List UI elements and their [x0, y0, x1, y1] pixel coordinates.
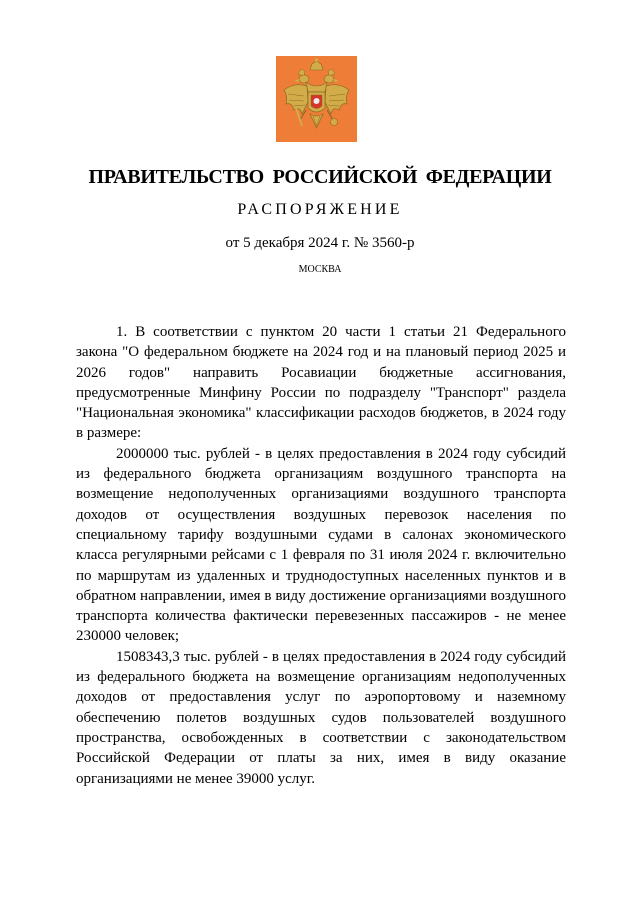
government-title: ПРАВИТЕЛЬСТВО РОССИЙСКОЙ ФЕДЕРАЦИИ	[88, 166, 552, 188]
document-type: РАСПОРЯЖЕНИЕ	[237, 201, 403, 218]
paragraph-2: 2000000 тыс. рублей - в целях предоставления в 2024 году субсидий из федерального бюджета организациям воздушного транспорта на возмещение недополученных организациями воздушного транспорта доходов от осуществления воздушных перевозок населения по специальному тарифу воздушными судами в салонах экономического класса регулярными рейсами с 1 февраля по 31 июля 2024 г. включительно по маршрутам из удаленных и труднодоступных населенных пунктов и в обратном направлении, имея в виду достижение организациями воздушного транспорта количества фактически перевезенных пассажиров - не менее 230000 человек;	[76, 445, 566, 645]
coat-of-arms-icon	[276, 56, 357, 142]
paragraph-1: 1. В соответствии с пунктом 20 части 1 статьи 21 Федерального закона "О федеральном бюджете на 2024 год и на плановый период 2025 и 2026 годов" направить Росавиации бюджетные ассигнования, предусмотренные Минфину России по подразделу "Транспорт" раздела "Национальная экономика" классификации расходов бюджетов, в 2024 году в размере:	[76, 324, 566, 442]
paragraph-3: 1508343,3 тыс. рублей - в целях предоставления в 2024 году субсидий из федерального бюджета на возмещение организациям недополученных доходов от предоставления услуг по аэропортовому и наземному обеспечению полетов воздушных судов пользователей воздушного пространства, освобожденных в соответствии с законодательством Российской Федерации от платы за них, имея в виду оказание организациями не менее 39000 услуг.	[76, 648, 566, 787]
document-city: МОСКВА	[298, 264, 342, 275]
document-body	[76, 322, 566, 789]
document-date-number: от 5 декабря 2024 г. № 3560-р	[225, 235, 415, 251]
